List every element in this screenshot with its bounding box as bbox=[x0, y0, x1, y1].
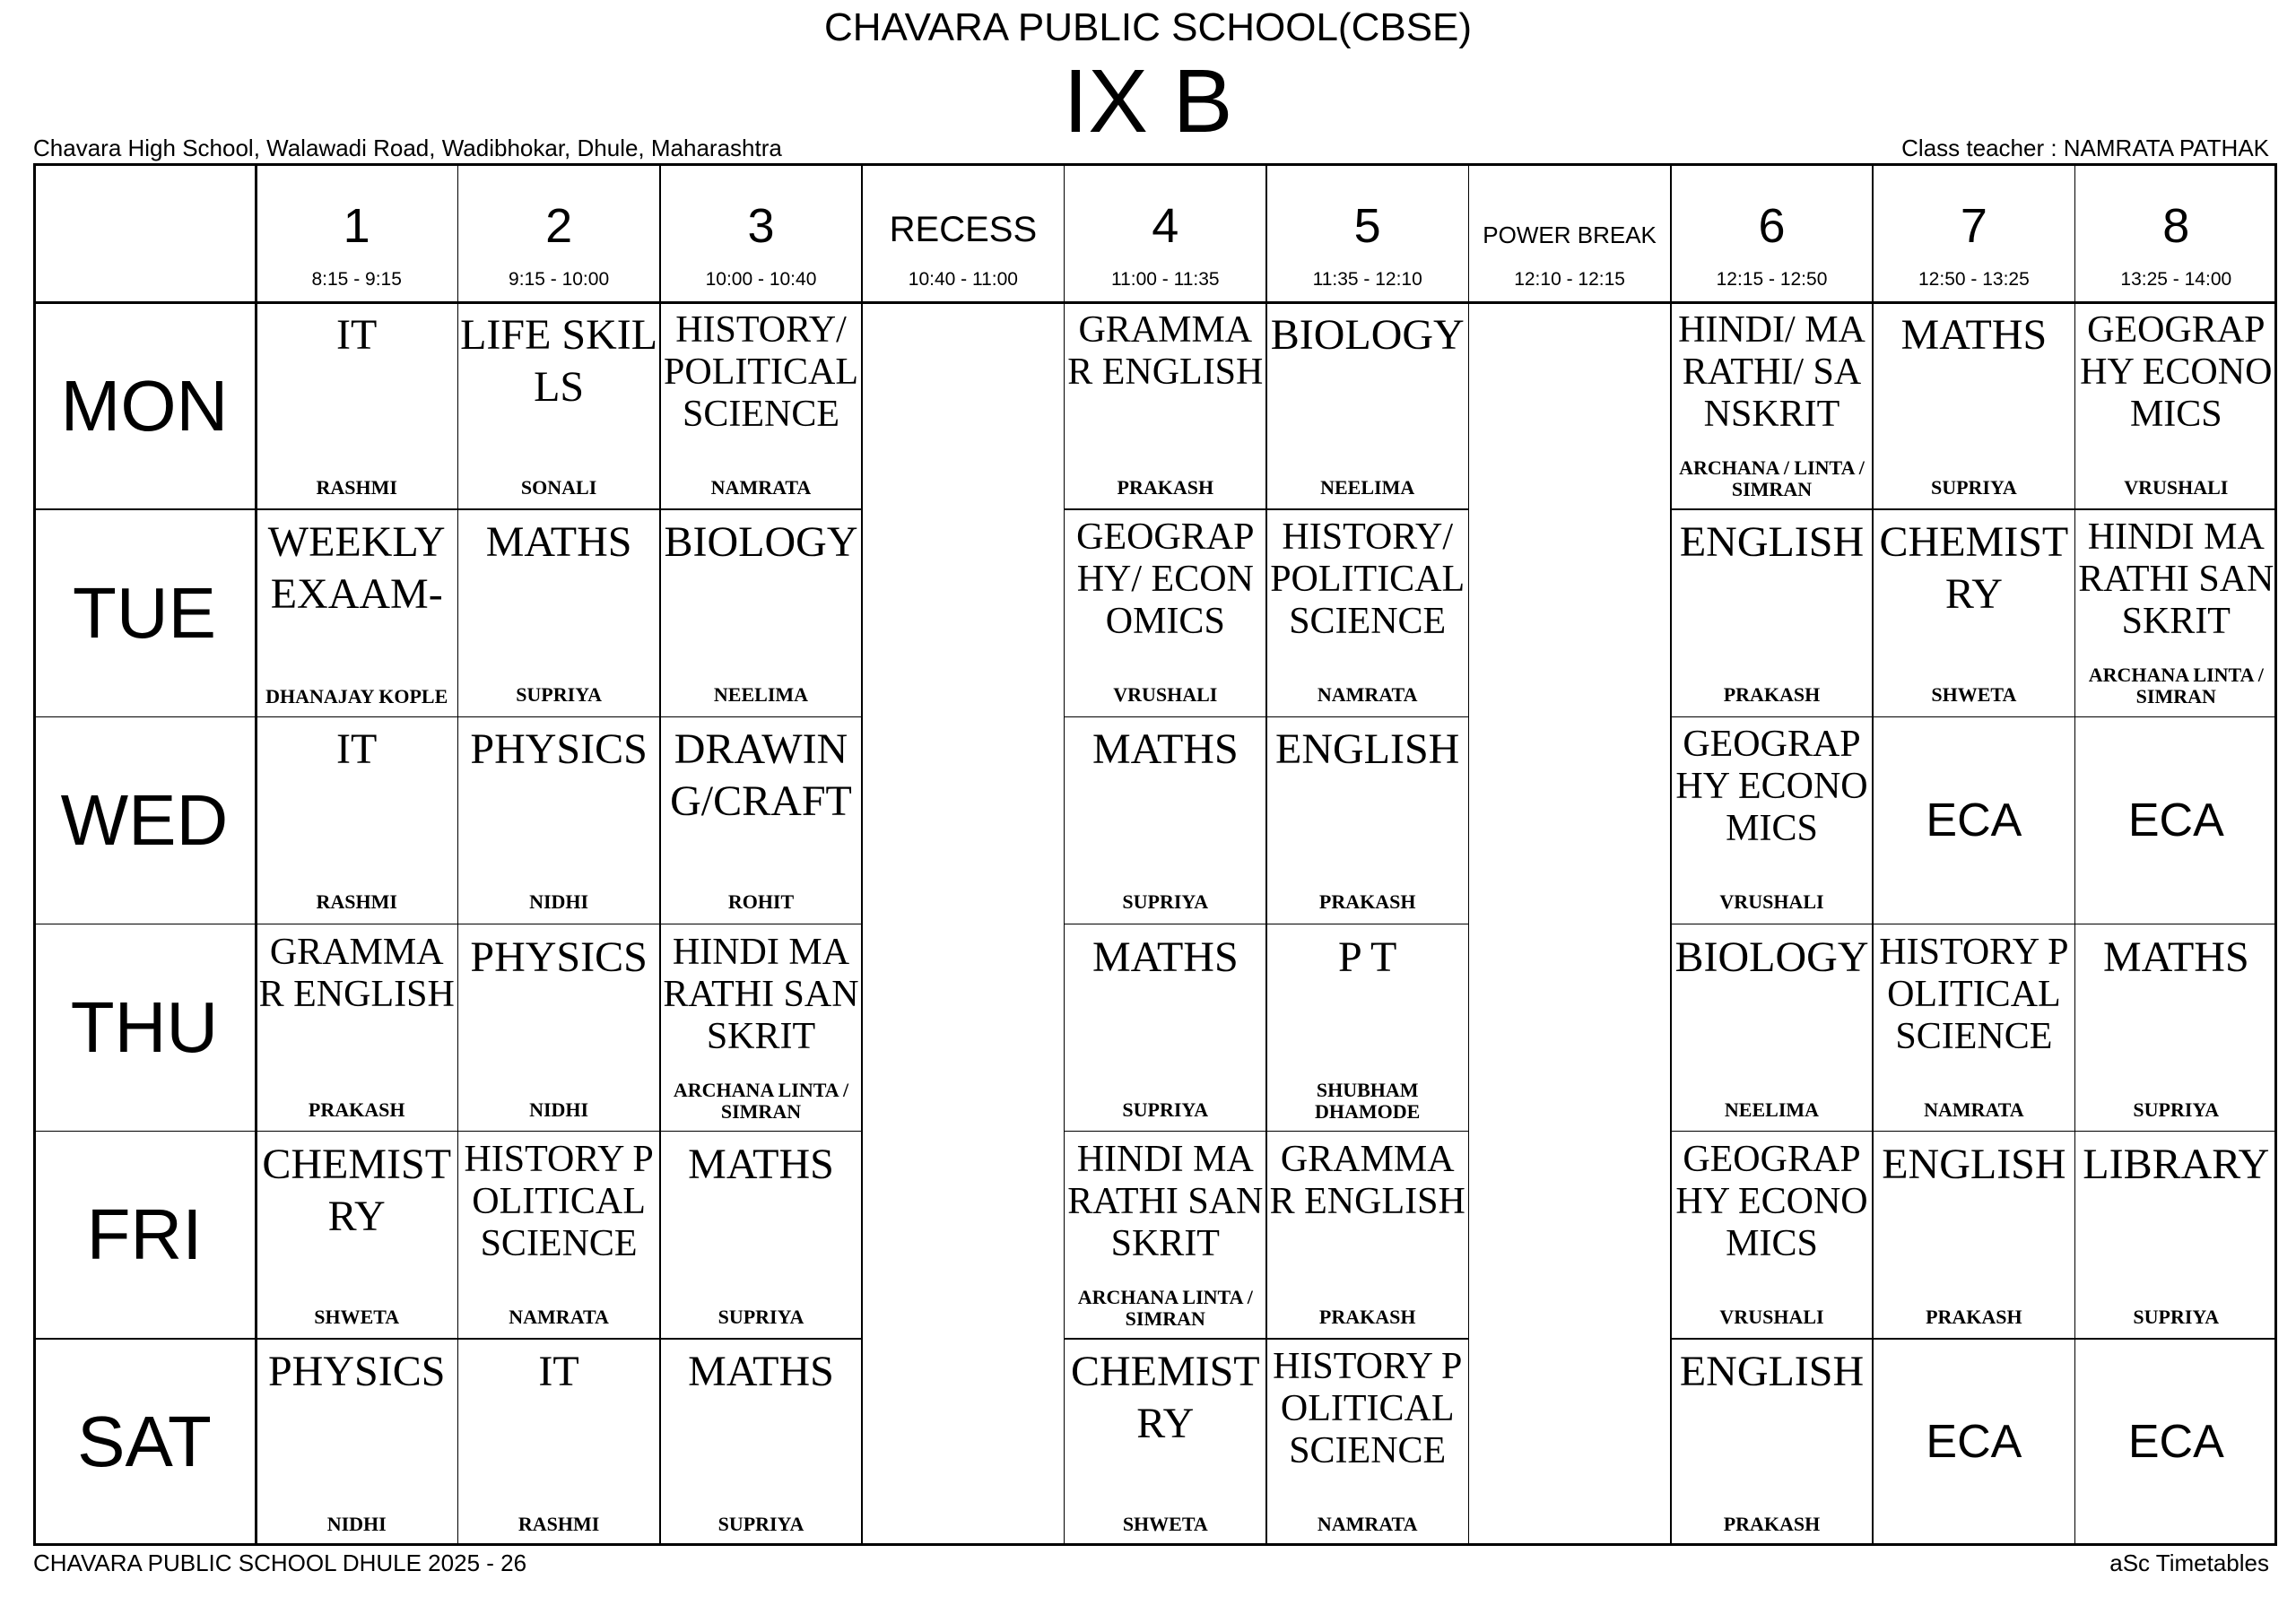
break-label: RECESS bbox=[889, 210, 1038, 249]
period-time: 11:35 - 12:10 bbox=[1312, 269, 1422, 290]
period-number: 1 bbox=[343, 199, 370, 253]
subject: HINDI MARATHI SANSKRIT bbox=[2078, 516, 2274, 643]
day-label-wed: WED bbox=[60, 779, 229, 860]
period-time: 12:10 - 12:15 bbox=[1514, 269, 1625, 290]
teacher: PRAKASH bbox=[1318, 890, 1416, 914]
grid-line-horizontal bbox=[33, 508, 256, 510]
subject: MATHS bbox=[688, 1140, 834, 1188]
lesson-cell bbox=[457, 716, 659, 924]
header-cell-4 bbox=[862, 163, 1064, 302]
teacher: ARCHANA / LINTA / SIMRAN bbox=[1679, 456, 1865, 501]
teacher: NEELIMA bbox=[713, 683, 809, 707]
lesson-cell bbox=[1065, 716, 1266, 924]
footer-school-year: CHAVARA PUBLIC SCHOOL DHULE 2025 - 26 bbox=[33, 1549, 527, 1576]
period-time: 8:15 - 9:15 bbox=[311, 269, 402, 290]
break-label: POWER BREAK bbox=[1483, 221, 1657, 248]
grid-line-horizontal bbox=[33, 1338, 256, 1340]
subject: HISTORY POLITICAL SCIENCE bbox=[464, 1138, 654, 1264]
teacher: RASHMI bbox=[517, 1512, 600, 1535]
header-cell-10 bbox=[2075, 163, 2277, 302]
grid-line-horizontal bbox=[33, 1543, 2277, 1546]
grid-line-horizontal bbox=[33, 924, 256, 925]
lesson-cell bbox=[256, 1339, 457, 1546]
lesson-cell bbox=[256, 1132, 457, 1339]
lesson-cell bbox=[1873, 1132, 2074, 1339]
lesson-cell bbox=[660, 716, 862, 924]
lesson-cell bbox=[256, 509, 457, 716]
teacher: NIDHI bbox=[529, 1098, 589, 1121]
teacher: PRAKASH bbox=[1723, 1512, 1821, 1535]
grid-line-horizontal bbox=[1671, 508, 2277, 510]
teacher: SUPRIYA bbox=[718, 1305, 804, 1328]
teacher: VRUSHALI bbox=[1113, 683, 1218, 707]
header-cell-3 bbox=[660, 163, 862, 302]
lesson-cell bbox=[1266, 1132, 1468, 1339]
subject: HISTORY/ POLITICAL SCIENCE bbox=[664, 309, 858, 435]
header-cell-5 bbox=[1065, 163, 1266, 302]
teacher: VRUSHALI bbox=[1719, 1305, 1824, 1328]
grid-line-horizontal bbox=[1671, 716, 2277, 718]
teacher: NAMRATA bbox=[1317, 1512, 1418, 1535]
lesson-cell bbox=[2075, 716, 2277, 924]
class-title: IX B bbox=[1063, 51, 1233, 152]
grid-line-horizontal bbox=[1065, 716, 1469, 718]
period-time: 9:15 - 10:00 bbox=[509, 269, 610, 290]
teacher: SHUBHAM DHAMODE bbox=[1315, 1078, 1421, 1123]
period-number: 5 bbox=[1353, 199, 1381, 253]
lesson-cell bbox=[457, 509, 659, 716]
lesson-cell bbox=[457, 1339, 659, 1546]
period-number: 7 bbox=[1960, 199, 1987, 253]
day-label-mon: MON bbox=[60, 365, 229, 446]
teacher: SHWETA bbox=[1122, 1512, 1208, 1535]
lesson-cell bbox=[1671, 1339, 1873, 1546]
grid-line-horizontal bbox=[33, 1131, 256, 1133]
lesson-cell bbox=[1065, 1339, 1266, 1546]
teacher: SUPRIYA bbox=[516, 683, 602, 707]
subject: ECA bbox=[2127, 1416, 2224, 1469]
teacher: PRAKASH bbox=[1926, 1305, 2022, 1328]
period-time: 12:50 - 13:25 bbox=[1918, 269, 2030, 290]
grid-line-horizontal bbox=[1671, 924, 2277, 925]
teacher: NAMRATA bbox=[1924, 1098, 2024, 1121]
lesson-cell bbox=[256, 716, 457, 924]
lesson-cell bbox=[2075, 302, 2277, 509]
school-title: CHAVARA PUBLIC SCHOOL(CBSE) bbox=[823, 5, 1473, 49]
lesson-cell bbox=[457, 1132, 659, 1339]
subject: HISTORY POLITICAL SCIENCE bbox=[1879, 931, 2069, 1057]
teacher: SUPRIYA bbox=[718, 1512, 804, 1535]
lesson-cell bbox=[1873, 1339, 2074, 1546]
subject: WEEKLY EXAAM- bbox=[267, 518, 446, 619]
day-label-thu: THU bbox=[70, 987, 219, 1068]
day-label-sat: SAT bbox=[77, 1402, 212, 1482]
subject: GEOGRAPHY ECONOMICS bbox=[1675, 724, 1868, 850]
teacher: PRAKASH bbox=[1318, 1305, 1416, 1328]
school-address: Chavara High School, Walawadi Road, Wadibhokar, Dhule, Maharashtra bbox=[33, 135, 782, 161]
lesson-cell bbox=[1065, 509, 1266, 716]
subject: BIOLOGY bbox=[1674, 933, 1869, 981]
teacher: SONALI bbox=[520, 476, 597, 499]
teacher: NAMRATA bbox=[1317, 683, 1418, 707]
subject: PHYSICS bbox=[470, 933, 648, 981]
teacher: SUPRIYA bbox=[2133, 1305, 2220, 1328]
lesson-cell bbox=[457, 302, 659, 509]
teacher: SHWETA bbox=[314, 1305, 400, 1328]
lesson-cell bbox=[457, 924, 659, 1132]
period-number: 2 bbox=[545, 199, 573, 253]
subject: BIOLOGY bbox=[1270, 311, 1465, 359]
lesson-cell bbox=[660, 924, 862, 1132]
subject: ECA bbox=[2127, 794, 2224, 846]
subject: CHEMISTRY bbox=[1070, 1347, 1260, 1447]
teacher: SUPRIYA bbox=[2133, 1098, 2220, 1121]
teacher: ARCHANA LINTA / SIMRAN bbox=[1077, 1285, 1253, 1330]
lesson-cell bbox=[1671, 1132, 1873, 1339]
subject: HINDI/ MARATHI/ SANSKRIT bbox=[1678, 309, 1866, 435]
lesson-cell bbox=[1065, 1132, 1266, 1339]
teacher: RASHMI bbox=[316, 476, 397, 499]
lesson-cell bbox=[2075, 924, 2277, 1132]
grid-line-horizontal bbox=[256, 924, 862, 925]
subject: BIOLOGY bbox=[664, 518, 858, 567]
subject: LIBRARY bbox=[2083, 1140, 2270, 1188]
lesson-cell bbox=[1873, 924, 2074, 1132]
subject: HINDI MARATHI SANSKRIT bbox=[663, 931, 859, 1057]
grid-line-horizontal bbox=[256, 1131, 862, 1133]
subject: CHEMISTRY bbox=[262, 1140, 452, 1240]
period-number: 8 bbox=[2162, 199, 2190, 253]
lesson-cell bbox=[2075, 1132, 2277, 1339]
teacher: PRAKASH bbox=[1117, 476, 1214, 499]
grid-line-horizontal bbox=[1671, 1131, 2277, 1133]
subject: IT bbox=[538, 1347, 579, 1395]
lesson-cell bbox=[2075, 1339, 2277, 1546]
teacher: NIDHI bbox=[326, 1512, 387, 1535]
grid-line-horizontal bbox=[33, 301, 2277, 304]
header-cell-7 bbox=[1468, 163, 1670, 302]
lesson-cell bbox=[1671, 924, 1873, 1132]
header-cell-8 bbox=[1671, 163, 1873, 302]
lesson-cell bbox=[1671, 509, 1873, 716]
lesson-cell bbox=[1266, 1339, 1468, 1546]
header-cell-1 bbox=[256, 163, 457, 302]
teacher: ARCHANA LINTA / SIMRAN bbox=[673, 1078, 849, 1123]
subject: PHYSICS bbox=[267, 1347, 446, 1395]
grid-line-horizontal bbox=[256, 508, 862, 510]
lesson-cell bbox=[256, 924, 457, 1132]
period-number: 4 bbox=[1152, 199, 1179, 253]
subject: ENGLISH bbox=[1882, 1140, 2066, 1188]
period-time: 12:15 - 12:50 bbox=[1716, 269, 1828, 290]
lesson-cell bbox=[1671, 302, 1873, 509]
lesson-cell bbox=[660, 1132, 862, 1339]
grid-line-horizontal bbox=[256, 716, 862, 718]
teacher: NIDHI bbox=[529, 890, 589, 914]
teacher: VRUSHALI bbox=[2124, 476, 2229, 499]
teacher: SUPRIYA bbox=[1930, 476, 2017, 499]
grid-line-horizontal bbox=[1065, 1131, 1469, 1133]
lesson-cell bbox=[660, 509, 862, 716]
subject: GEOGRAPHY/ ECONOMICS bbox=[1076, 516, 1255, 643]
lesson-cell bbox=[256, 302, 457, 509]
subject: PHYSICS bbox=[470, 725, 648, 774]
lesson-cell bbox=[1873, 302, 2074, 509]
teacher: NEELIMA bbox=[1724, 1098, 1820, 1121]
teacher: ROHIT bbox=[727, 890, 795, 914]
lesson-cell bbox=[1266, 716, 1468, 924]
lesson-cell bbox=[1873, 509, 2074, 716]
grid-line-horizontal bbox=[1065, 924, 1469, 925]
period-time: 11:00 - 11:35 bbox=[1110, 269, 1220, 290]
teacher: NEELIMA bbox=[1320, 476, 1415, 499]
lesson-cell bbox=[1065, 924, 1266, 1132]
teacher: PRAKASH bbox=[1723, 683, 1821, 707]
lesson-cell bbox=[1266, 924, 1468, 1132]
subject: IT bbox=[336, 311, 378, 359]
header-cell-6 bbox=[1266, 163, 1468, 302]
lesson-cell bbox=[660, 1339, 862, 1546]
subject: ECA bbox=[1926, 1416, 2022, 1469]
lesson-cell bbox=[1873, 716, 2074, 924]
subject: GEOGRAPHY ECONOMICS bbox=[1675, 1138, 1868, 1264]
subject: DRAWING/CRAFT bbox=[670, 725, 852, 826]
subject: HISTORY POLITICAL SCIENCE bbox=[1273, 1345, 1463, 1471]
grid-line-horizontal bbox=[33, 163, 2277, 166]
subject: LIFE SKILLS bbox=[460, 311, 658, 411]
subject: GRAMMAR ENGLISH bbox=[1067, 309, 1264, 393]
header-cell-9 bbox=[1873, 163, 2074, 302]
subject: ECA bbox=[1926, 794, 2022, 846]
subject: MATHS bbox=[1091, 933, 1239, 981]
grid-line-horizontal bbox=[1065, 1338, 1469, 1340]
subject: GRAMMAR ENGLISH bbox=[1269, 1138, 1465, 1222]
subject: ENGLISH bbox=[1275, 725, 1460, 774]
subject: MATHS bbox=[1091, 725, 1239, 774]
subject: CHEMISTRY bbox=[1879, 518, 2069, 619]
teacher: SUPRIYA bbox=[1122, 1098, 1209, 1121]
grid-line-horizontal bbox=[33, 716, 256, 718]
lesson-cell bbox=[660, 302, 862, 509]
timetable-grid bbox=[33, 163, 2277, 1546]
lesson-cell bbox=[2075, 509, 2277, 716]
teacher: RASHMI bbox=[316, 890, 397, 914]
grid-line-horizontal bbox=[1671, 1338, 2277, 1340]
subject: HISTORY/ POLITICAL SCIENCE bbox=[1270, 516, 1465, 643]
lesson-cell bbox=[1065, 302, 1266, 509]
lesson-cell bbox=[1266, 302, 1468, 509]
grid-line-horizontal bbox=[1065, 508, 1469, 510]
grid-line-horizontal bbox=[256, 1338, 862, 1340]
subject: MATHS bbox=[2102, 933, 2249, 981]
teacher: PRAKASH bbox=[308, 1098, 405, 1121]
teacher: VRUSHALI bbox=[1719, 890, 1824, 914]
lesson-cell bbox=[1266, 509, 1468, 716]
subject: GEOGRAPHY ECONOMICS bbox=[2080, 309, 2273, 435]
teacher: ARCHANA LINTA / SIMRAN bbox=[2088, 664, 2264, 708]
subject: IT bbox=[336, 725, 378, 774]
day-label-tue: TUE bbox=[73, 572, 216, 653]
period-number: 3 bbox=[747, 199, 775, 253]
subject: ENGLISH bbox=[1679, 1347, 1865, 1395]
subject: MATHS bbox=[485, 518, 632, 567]
period-time: 10:00 - 10:40 bbox=[705, 269, 817, 290]
period-number: 6 bbox=[1758, 199, 1786, 253]
teacher: SUPRIYA bbox=[1122, 890, 1209, 914]
lesson-cell bbox=[1671, 716, 1873, 924]
day-label-fri: FRI bbox=[86, 1194, 203, 1275]
header-cell-2 bbox=[457, 163, 659, 302]
teacher: NAMRATA bbox=[710, 476, 812, 499]
subject: HINDI MARATHI SANSKRIT bbox=[1067, 1138, 1264, 1264]
footer-credit: aSc Timetables bbox=[2109, 1549, 2269, 1576]
subject: ENGLISH bbox=[1679, 518, 1865, 567]
period-time: 10:40 - 11:00 bbox=[908, 269, 1018, 290]
subject: MATHS bbox=[1900, 311, 2048, 359]
teacher: NAMRATA bbox=[509, 1305, 609, 1328]
subject: MATHS bbox=[688, 1347, 834, 1395]
class-teacher: Class teacher : NAMRATA PATHAK bbox=[1901, 135, 2269, 161]
teacher: DHANAJAY KOPLE bbox=[265, 685, 448, 708]
subject: GRAMMAR ENGLISH bbox=[258, 931, 455, 1015]
period-time: 13:25 - 14:00 bbox=[2120, 269, 2232, 290]
subject: P T bbox=[1338, 933, 1397, 981]
teacher: SHWETA bbox=[1931, 683, 2017, 707]
